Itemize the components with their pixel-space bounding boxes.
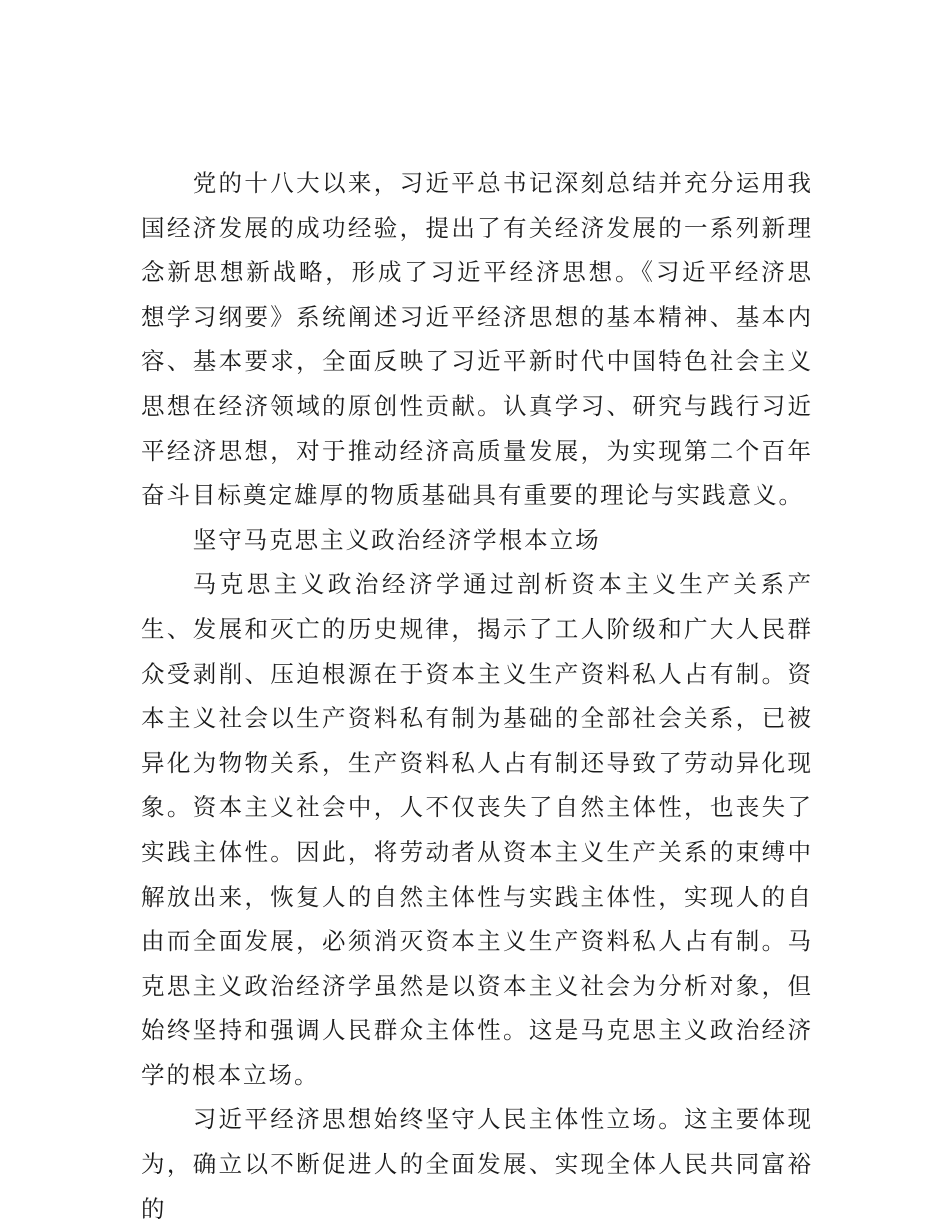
body-paragraph: 马克思主义政治经济学通过剖析资本主义生产关系产生、发展和灭亡的历史规律，揭示了工人阶级和广大人民群众受剥削、压迫根源在于资本主义生产资料私人占有制。资本主义社会以生产资料私有制为基础的全部社会关系，已被异化为物物关系，生产资料私人占有制还导致了劳动异化现象。资本主义社会中，人不仅丧失了自然主体性，也丧失了实践主体性。因此，将劳动者从资本主义生产关系的束缚中解放出来，恢复人的自然主体性与实践主体性，实现人的自由而全面发展，必须消灭资本主义生产资料私人占有制。马克思主义政治经济学虽然是以资本主义社会为分析对象，但始终坚持和强调人民群众主体性。这是马克思主义政治经济学的根本立场。 xyxy=(141,570,813,1089)
document-body xyxy=(141,161,813,1231)
section-heading: 坚守马克思主义政治经济学根本立场 xyxy=(192,525,601,554)
intro-paragraph: 党的十八大以来，习近平总书记深刻总结并充分运用我国经济发展的成功经验，提出了有关经济发展的一系列新理念新思想新战略，形成了习近平经济思想。《习近平经济思想学习纲要》系统阐述习近平经济思想的基本精神、基本内容、基本要求，全面反映了习近平新时代中国特色社会主义思想在经济领域的原创性贡献。认真学习、研究与践行习近平经济思想，对于推动经济高质量发展，为实现第二个百年奋斗目标奠定雄厚的物质基础具有重要的理论与实践意义。 xyxy=(141,169,813,510)
body-paragraph: 习近平经济思想始终坚守人民主体性立场。这主要体现为，确立以不断促进人的全面发展、实现全体人民共同富裕的 xyxy=(141,1105,813,1223)
